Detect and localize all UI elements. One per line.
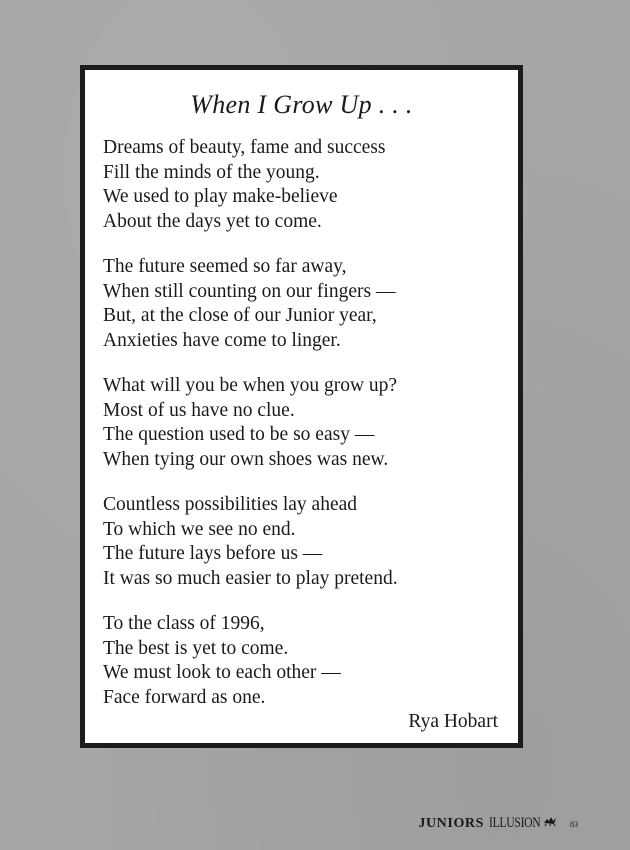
poem-line: Dreams of beauty, fame and success — [103, 137, 386, 158]
poem-line: Fill the minds of the young. — [103, 161, 320, 183]
stanza-5 — [103, 612, 502, 710]
poem-line: But, at the close of our Junior year, — [103, 305, 377, 326]
poem-line: We used to play make-believe — [103, 186, 338, 207]
poem-line: We must look to each other — — [103, 662, 341, 683]
mask-logo-icon — [543, 815, 557, 827]
poem-line: The future lays before us — — [103, 543, 323, 564]
poem-line: It was so much easier to play pretend. — [103, 567, 398, 589]
poem-line: To the class of 1996, — [103, 613, 265, 634]
poem-title: When I Grow Up . . . — [190, 90, 413, 119]
footer-section-label: JUNIORS — [418, 816, 485, 831]
poem-line: The question used to be so easy — — [103, 424, 375, 445]
poem-line: The best is yet to come. — [103, 637, 289, 659]
poem-line: About the days yet to come. — [103, 210, 322, 232]
poem-line: Most of us have no clue. — [103, 399, 295, 421]
poem-body — [103, 136, 502, 731]
page-footer — [418, 815, 578, 832]
poem-frame — [80, 65, 523, 748]
poem-line: To which we see no end. — [103, 518, 296, 540]
yearbook-logo — [489, 815, 557, 832]
poem-line: The future seemed so far away, — [103, 256, 347, 277]
poem-line: What will you be when you grow up? — [103, 375, 398, 396]
poem-line: Face forward as one. — [103, 686, 266, 708]
poem-line: Anxieties have come to linger. — [103, 329, 341, 351]
yearbook-logo-text: ILLUSION — [489, 815, 541, 831]
stanza-1 — [103, 136, 502, 234]
page-number: 83 — [570, 820, 578, 829]
poem-line: When still counting on our fingers — — [103, 280, 396, 302]
poem-line: Countless possibilities lay ahead — [103, 494, 358, 515]
poem-inner — [90, 75, 513, 738]
poem-author: Rya Hobart — [408, 711, 498, 732]
stanza-2 — [103, 255, 502, 353]
stanza-4 — [103, 493, 502, 591]
stanza-3 — [103, 374, 502, 472]
poem-line: When tying our own shoes was new. — [103, 448, 389, 470]
